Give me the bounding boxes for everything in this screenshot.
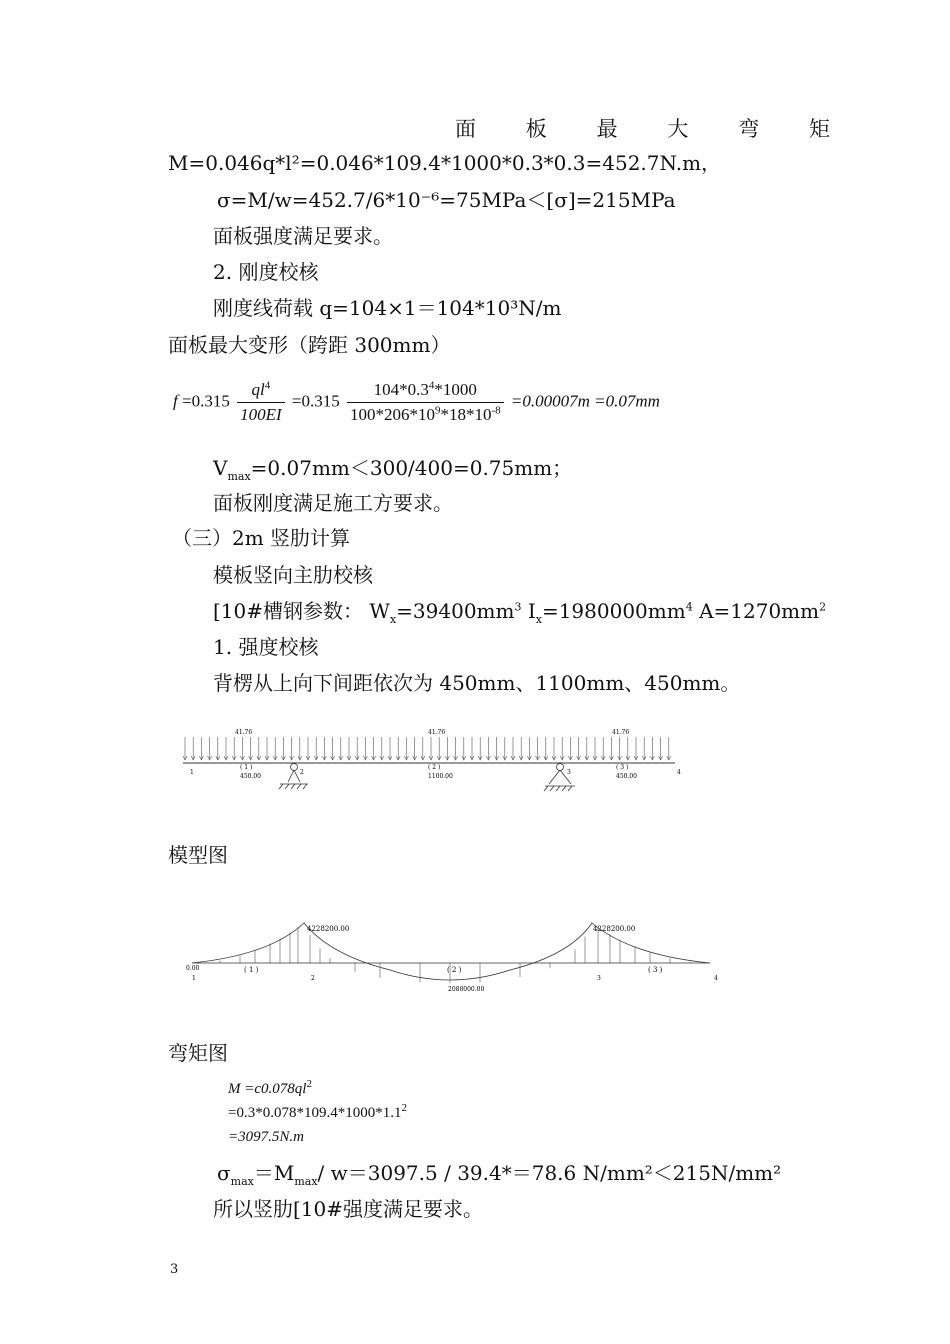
max-deformation-heading: 面板最大变形（跨距 300mm）	[168, 333, 451, 357]
heading-char: 板	[525, 117, 547, 141]
mf-r2-exp: 2	[401, 1102, 407, 1114]
mf-row3	[228, 1125, 407, 1149]
formula-f-den2: 100*206*10	[349, 405, 435, 424]
node-label: 4	[677, 769, 681, 776]
p6: x	[535, 613, 542, 626]
node-label: 2	[311, 975, 315, 982]
deflection-formula	[173, 380, 660, 425]
peak-label: 4228200.00	[307, 925, 350, 933]
span-label: ( 3 )	[648, 966, 663, 974]
node-label: 1	[190, 769, 194, 776]
min-label: 2088000.00	[448, 986, 485, 993]
span-length: 1100.00	[428, 773, 453, 780]
formula-f-num2-tail: *1000	[434, 380, 477, 399]
vmax-v: V	[213, 456, 228, 480]
span-label: ( 1 )	[240, 764, 253, 771]
support-3	[544, 764, 575, 792]
p5: I	[521, 599, 536, 623]
p4: 3	[514, 600, 522, 614]
formula-f-eq1: =0.315	[181, 391, 230, 411]
p7: =1980000mm	[541, 599, 686, 623]
s1: σ	[217, 1161, 231, 1185]
moment-formula-line: M=0.046q*l²=0.046*109.4*1000*0.3*0.3=452.7N.m，	[168, 151, 722, 175]
peak-label: 4228200.00	[593, 925, 636, 933]
load-label: 41.76	[235, 729, 253, 736]
load-label: 41.76	[428, 729, 446, 736]
mf-r1-exp: 2	[306, 1078, 312, 1090]
heading-char: 大	[667, 117, 689, 141]
distributed-load-arrows	[183, 737, 671, 760]
page-number: 3	[170, 1262, 179, 1277]
p3: =39400mm	[396, 599, 515, 623]
zero-label: 0.00	[186, 965, 200, 972]
span-length: 450.00	[240, 773, 261, 780]
formula-f-num2-exp: 4	[428, 379, 435, 392]
p2: x	[389, 613, 397, 626]
mf-row2	[228, 1101, 407, 1125]
heading-char: 面	[455, 117, 476, 141]
span-label: ( 3 )	[616, 764, 629, 771]
moment-caption: 弯矩图	[168, 1041, 228, 1065]
s2: max	[230, 1175, 254, 1188]
section-three-heading: （三）2m 竖肋计算	[172, 526, 351, 550]
stress-formula-line: σ=M/w=452.7/6*10⁻⁶=75MPa＜[σ]=215MPa	[217, 188, 676, 212]
strength-ok-line: 面板强度满足要求。	[213, 224, 393, 248]
node-label: 3	[567, 769, 571, 776]
vmax-line	[213, 455, 572, 481]
p10: 2	[819, 600, 827, 614]
node-label: 1	[192, 975, 196, 982]
node-label: 4	[714, 975, 718, 982]
formula-f-result: =0.00007m =0.07mm	[510, 391, 660, 411]
formula-f-num1-exp: 4	[264, 379, 271, 392]
vmax-rest: =0.07mm＜300/400=0.75mm；	[250, 456, 573, 480]
formula-f-num1: ql	[251, 380, 265, 399]
stiffness-heading: 2. 刚度校核	[213, 260, 319, 284]
heading-char: 弯	[738, 117, 760, 141]
stiffness-load-line: 刚度线荷载 q=104×1＝104*10³N/m	[213, 296, 562, 320]
s5: / w＝3097.5 / 39.4*＝78.6 N/mm²＜215N/mm²	[317, 1161, 782, 1185]
formula-f-lhs: f	[173, 391, 178, 411]
span-label: ( 2 )	[428, 764, 441, 771]
heading-char: 最	[596, 117, 618, 141]
strength-check-heading: 1. 强度校核	[213, 635, 319, 659]
sigma-max-line	[217, 1160, 781, 1186]
formula-f-den2-exp2: -8	[491, 404, 501, 417]
model-caption: 模型图	[168, 843, 228, 867]
p8: 4	[685, 600, 693, 614]
formula-f-num2: 104*0.3	[373, 380, 429, 399]
moment-diagram	[180, 915, 725, 995]
s4: max	[294, 1175, 318, 1188]
span-label: ( 2 )	[447, 966, 462, 974]
mf-r2: =0.3*0.078*109.4*1000*1.1	[228, 1105, 402, 1121]
span-length: 450.00	[616, 773, 637, 780]
formula-f-den2-tail: *18*10	[440, 405, 492, 424]
load-label: 41.76	[612, 729, 630, 736]
p9: A=1270mm	[692, 599, 820, 623]
node-label: 3	[597, 975, 601, 982]
mf-row1	[228, 1077, 407, 1101]
mf-r3: =3097.5N.m	[228, 1129, 304, 1145]
main-rib-check-heading: 模板竖向主肋校核	[213, 563, 373, 587]
model-diagram	[175, 722, 695, 802]
vmax-sub: max	[227, 470, 251, 483]
moment-formula-block	[228, 1077, 407, 1149]
formula-f-eq2: =0.315	[291, 391, 340, 411]
mf-r1: M =c0.078ql	[228, 1081, 307, 1097]
support-2	[279, 764, 308, 790]
formula-f-den2-exp: 9	[434, 404, 441, 417]
channel-params-line	[213, 598, 826, 624]
rib-ok-line: 所以竖肋[10#强度满足要求。	[213, 1197, 484, 1221]
node-label: 2	[300, 769, 304, 776]
s3: ＝M	[253, 1161, 295, 1185]
p1: [10#槽钢参数： W	[213, 599, 390, 623]
formula-f-den1: 100EI	[240, 405, 282, 424]
heading-char: 矩	[808, 117, 830, 141]
span-label: ( 1 )	[244, 966, 259, 974]
moment-hatch	[220, 927, 690, 983]
spacing-line: 背楞从上向下间距依次为 450mm、1100mm、450mm。	[213, 671, 741, 695]
formula-f-frac2	[347, 380, 504, 425]
stiffness-ok-line: 面板刚度满足施工方要求。	[213, 491, 453, 515]
formula-f-frac1	[237, 380, 285, 425]
heading-face-plate-max-moment	[455, 113, 830, 143]
